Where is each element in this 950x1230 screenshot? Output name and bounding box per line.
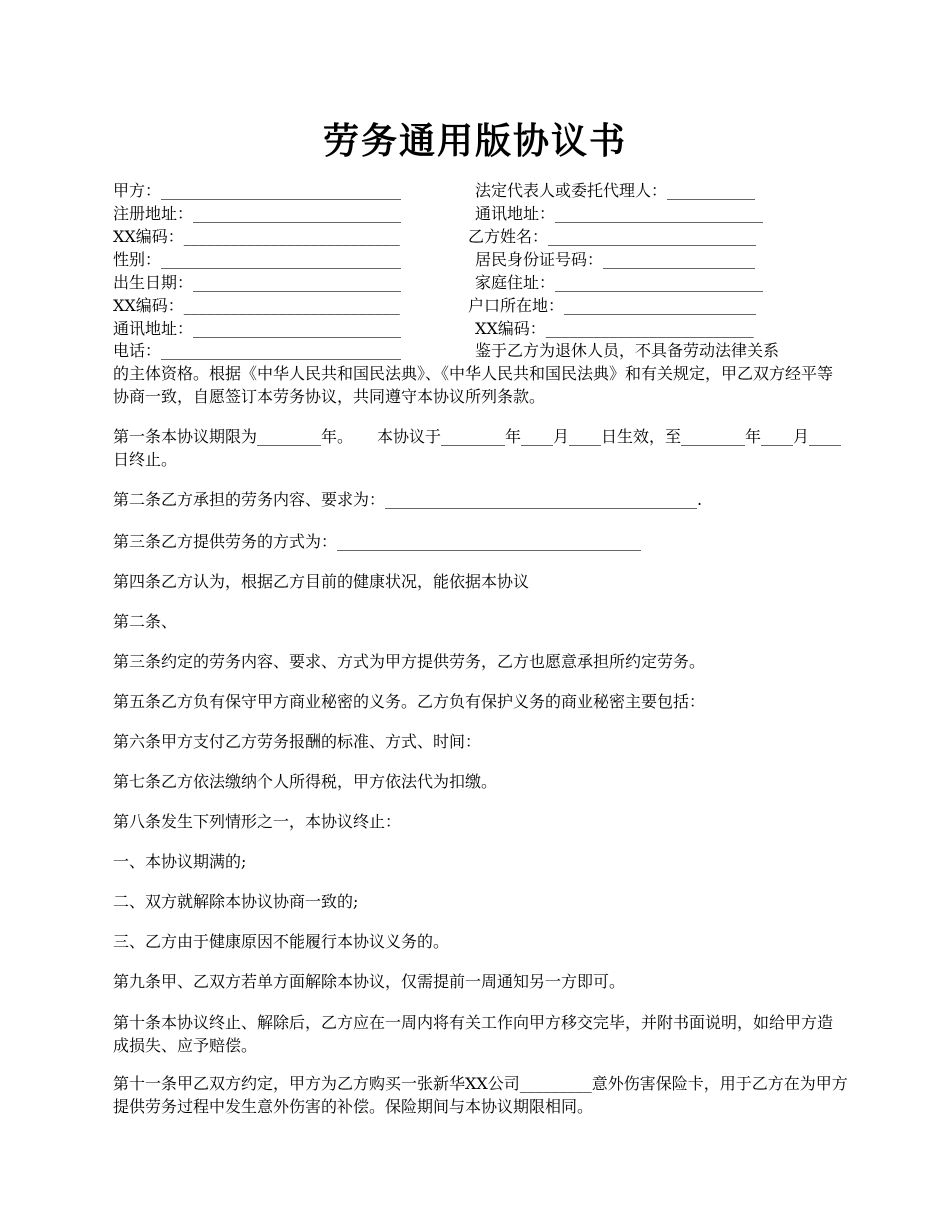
clause-4-ref: 第二条、 bbox=[113, 612, 178, 631]
household-registration-field: 户口所在地：________________________ bbox=[468, 296, 757, 315]
postcode-a-field: XX编码：___________________________ bbox=[113, 227, 400, 246]
clause-8-item-2: 二、双方就解除本协议协商一致的; bbox=[113, 892, 359, 911]
party-a-field: 甲方：______________________________ bbox=[113, 181, 402, 200]
clause-7: 第七条乙方依法缴纳个人所得税，甲方依法代为扣缴。 bbox=[113, 772, 498, 791]
postcode-b-field: XX编码：___________________________ bbox=[113, 296, 400, 315]
clause-1: 第一条本协议期限为________年。 本协议于________年____月____日生效，至________年____月____日终止。 bbox=[113, 427, 842, 469]
legal-rep-field: 法定代表人或委托代理人：___________ bbox=[475, 181, 756, 200]
clause-6: 第六条甲方支付乙方劳务报酬的标准、方式、时间： bbox=[113, 732, 482, 751]
party-b-name-field: 乙方姓名：__________________________ bbox=[468, 227, 757, 246]
gender-field: 性别：______________________________ bbox=[113, 250, 402, 269]
postcode-c-field: XX编码：__________________________ bbox=[475, 319, 754, 338]
clause-9: 第九条甲、乙双方若单方面解除本协议，仅需提前一周通知另一方即可。 bbox=[113, 972, 626, 991]
birth-date-field: 出生日期：__________________________ bbox=[113, 273, 402, 292]
intro-start: 鉴于乙方为退休人员，不具备劳动法律关系 bbox=[475, 341, 780, 360]
clause-3: 第三条乙方提供劳务的方式为：______________________________________ bbox=[113, 532, 642, 551]
clause-8-item-3: 三、乙方由于健康原因不能履行本协议义务的。 bbox=[113, 932, 450, 951]
clause-4: 第四条乙方认为，根据乙方目前的健康状况，能依据本协议 bbox=[113, 572, 530, 591]
document-title: 劳务通用版协议书 bbox=[322, 120, 627, 162]
mailing-address-b-field: 通讯地址：__________________________ bbox=[113, 319, 402, 338]
clause-2: 第二条乙方承担的劳务内容、要求为：_______________________________________. bbox=[113, 490, 703, 509]
clause-10: 第十条本协议终止、解除后，乙方应在一周内将有关工作向甲方移交完毕，并附书面说明，如给甲方造成损失、应予赔偿。 bbox=[113, 1013, 834, 1055]
home-address-field: 家庭住址：__________________________ bbox=[475, 273, 764, 292]
clause-4-cont: 第三条约定的劳务内容、要求、方式为甲方提供劳务，乙方也愿意承担所约定劳务。 bbox=[113, 652, 706, 671]
phone-field: 电话：______________________________ bbox=[113, 341, 402, 360]
registered-address-field: 注册地址：__________________________ bbox=[113, 204, 402, 223]
intro-paragraph: 的主体资格。根据《中华人民共和国民法典》、《中华人民共和国民法典》和有关规定，甲乙双方经平等协商一致，自愿签订本劳务协议，共同遵守本协议所列条款。 bbox=[113, 364, 834, 406]
id-number-field: 居民身份证号码：___________________ bbox=[475, 250, 756, 269]
clause-8-item-1: 一、本协议期满的; bbox=[113, 852, 247, 871]
clause-8: 第八条发生下列情形之一，本协议终止： bbox=[113, 812, 402, 831]
clause-11: 第十一条甲乙双方约定，甲方为乙方购买一张新华XX公司_________意外伤害保险卡，用于乙方在为甲方提供劳务过程中发生意外伤害的补偿。保险期间与本协议期限相同。 bbox=[113, 1074, 848, 1116]
mailing-address-a-field: 通讯地址：__________________________ bbox=[475, 204, 764, 223]
clause-5: 第五条乙方负有保守甲方商业秘密的义务。乙方负有保护义务的商业秘密主要包括： bbox=[113, 692, 706, 711]
